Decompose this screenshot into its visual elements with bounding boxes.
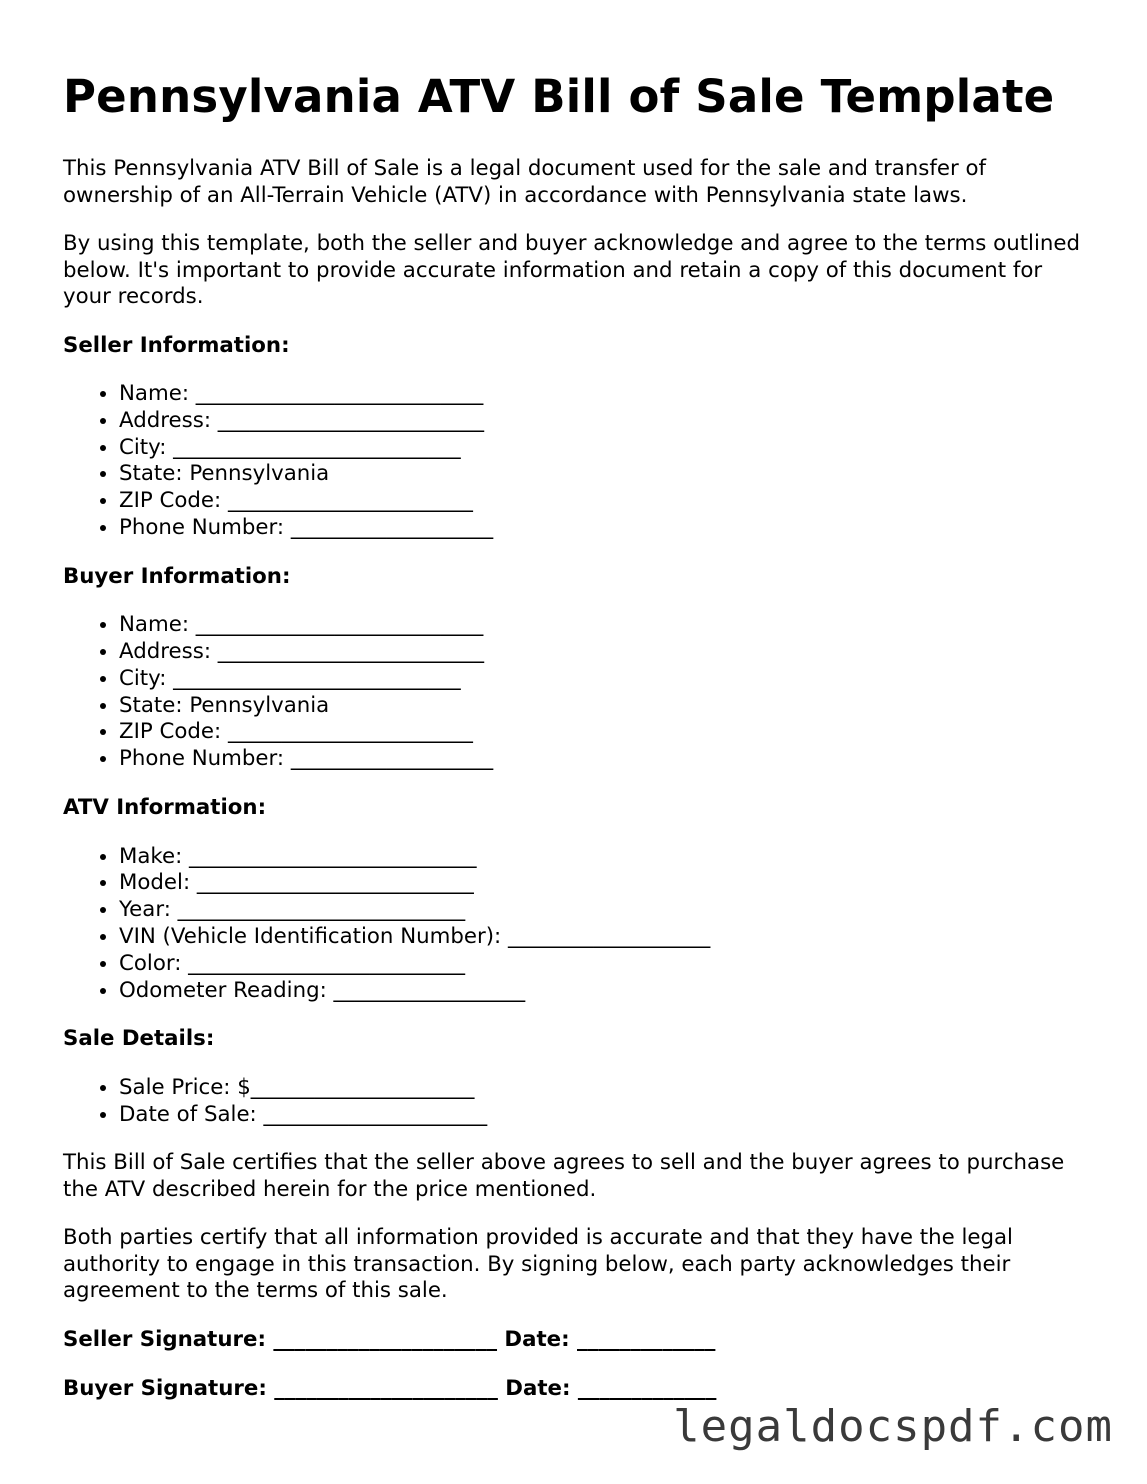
seller-name-field: • Name: ___________________________ <box>119 381 1083 408</box>
intro-paragraph-2: By using this template, both the seller and buyer acknowledge and agree to the terms outlined below. It's important to provide accurate information and retain a copy of this document for your records. <box>63 231 1080 309</box>
watermark: legaldocspdf.com <box>673 1401 1113 1452</box>
page-title: Pennsylvania ATV Bill of Sale Template <box>63 70 1055 123</box>
seller-city-field: • City: ___________________________ <box>119 435 1083 462</box>
buyer-state-field: • State: Pennsylvania <box>119 693 1083 720</box>
sale-section-heading: Sale Details: <box>63 1026 215 1052</box>
buyer-info-list <box>63 612 1083 773</box>
atv-vin-field: • VIN (Vehicle Identification Number): ___________________ <box>119 924 1083 951</box>
seller-phone-field: • Phone Number: ___________________ <box>119 515 1083 542</box>
atv-color-field: • Color: __________________________ <box>119 951 1083 978</box>
seller-address-field: • Address: _________________________ <box>119 408 1083 435</box>
buyer-phone-field: • Phone Number: ___________________ <box>119 746 1083 773</box>
seller-zip-field: • ZIP Code: _______________________ <box>119 488 1083 515</box>
intro-paragraph-1: This Pennsylvania ATV Bill of Sale is a legal document used for the sale and transfer of ownership of an All-Terrain Vehicle (ATV) in accordance with Pennsylvania state laws. <box>63 156 987 208</box>
seller-info-list <box>63 381 1083 542</box>
sale-date-field: • Date of Sale: _____________________ <box>119 1102 1083 1129</box>
atv-make-field: • Make: ___________________________ <box>119 844 1083 871</box>
buyer-signature-line: Buyer Signature: _____________________ Date: _____________ <box>63 1376 717 1402</box>
buyer-city-field: • City: ___________________________ <box>119 666 1083 693</box>
buyer-name-field: • Name: ___________________________ <box>119 612 1083 639</box>
atv-model-field: • Model: __________________________ <box>119 870 1083 897</box>
buyer-zip-field: • ZIP Code: _______________________ <box>119 719 1083 746</box>
seller-signature-line: Seller Signature: _____________________ Date: _____________ <box>63 1326 716 1352</box>
atv-section-heading: ATV Information: <box>63 795 267 821</box>
document-page <box>63 70 1083 1426</box>
buyer-section-heading: Buyer Information: <box>63 563 291 589</box>
atv-odometer-field: • Odometer Reading: __________________ <box>119 978 1083 1005</box>
buyer-address-field: • Address: _________________________ <box>119 639 1083 666</box>
closing-paragraph-1: This Bill of Sale certifies that the seller above agrees to sell and the buyer agrees to purchase the ATV described herein for the price mentioned. <box>63 1150 1065 1202</box>
sale-details-list <box>63 1075 1083 1129</box>
sale-price-field: • Sale Price: $_____________________ <box>119 1075 1083 1102</box>
atv-year-field: • Year: ___________________________ <box>119 897 1083 924</box>
seller-section-heading: Seller Information: <box>63 332 290 358</box>
seller-state-field: • State: Pennsylvania <box>119 461 1083 488</box>
closing-paragraph-2: Both parties certify that all information provided is accurate and that they have the legal authority to engage in this transaction. By signing below, each party acknowledges their agreement to the terms of this sale. <box>63 1225 1013 1304</box>
atv-info-list <box>63 844 1083 1005</box>
